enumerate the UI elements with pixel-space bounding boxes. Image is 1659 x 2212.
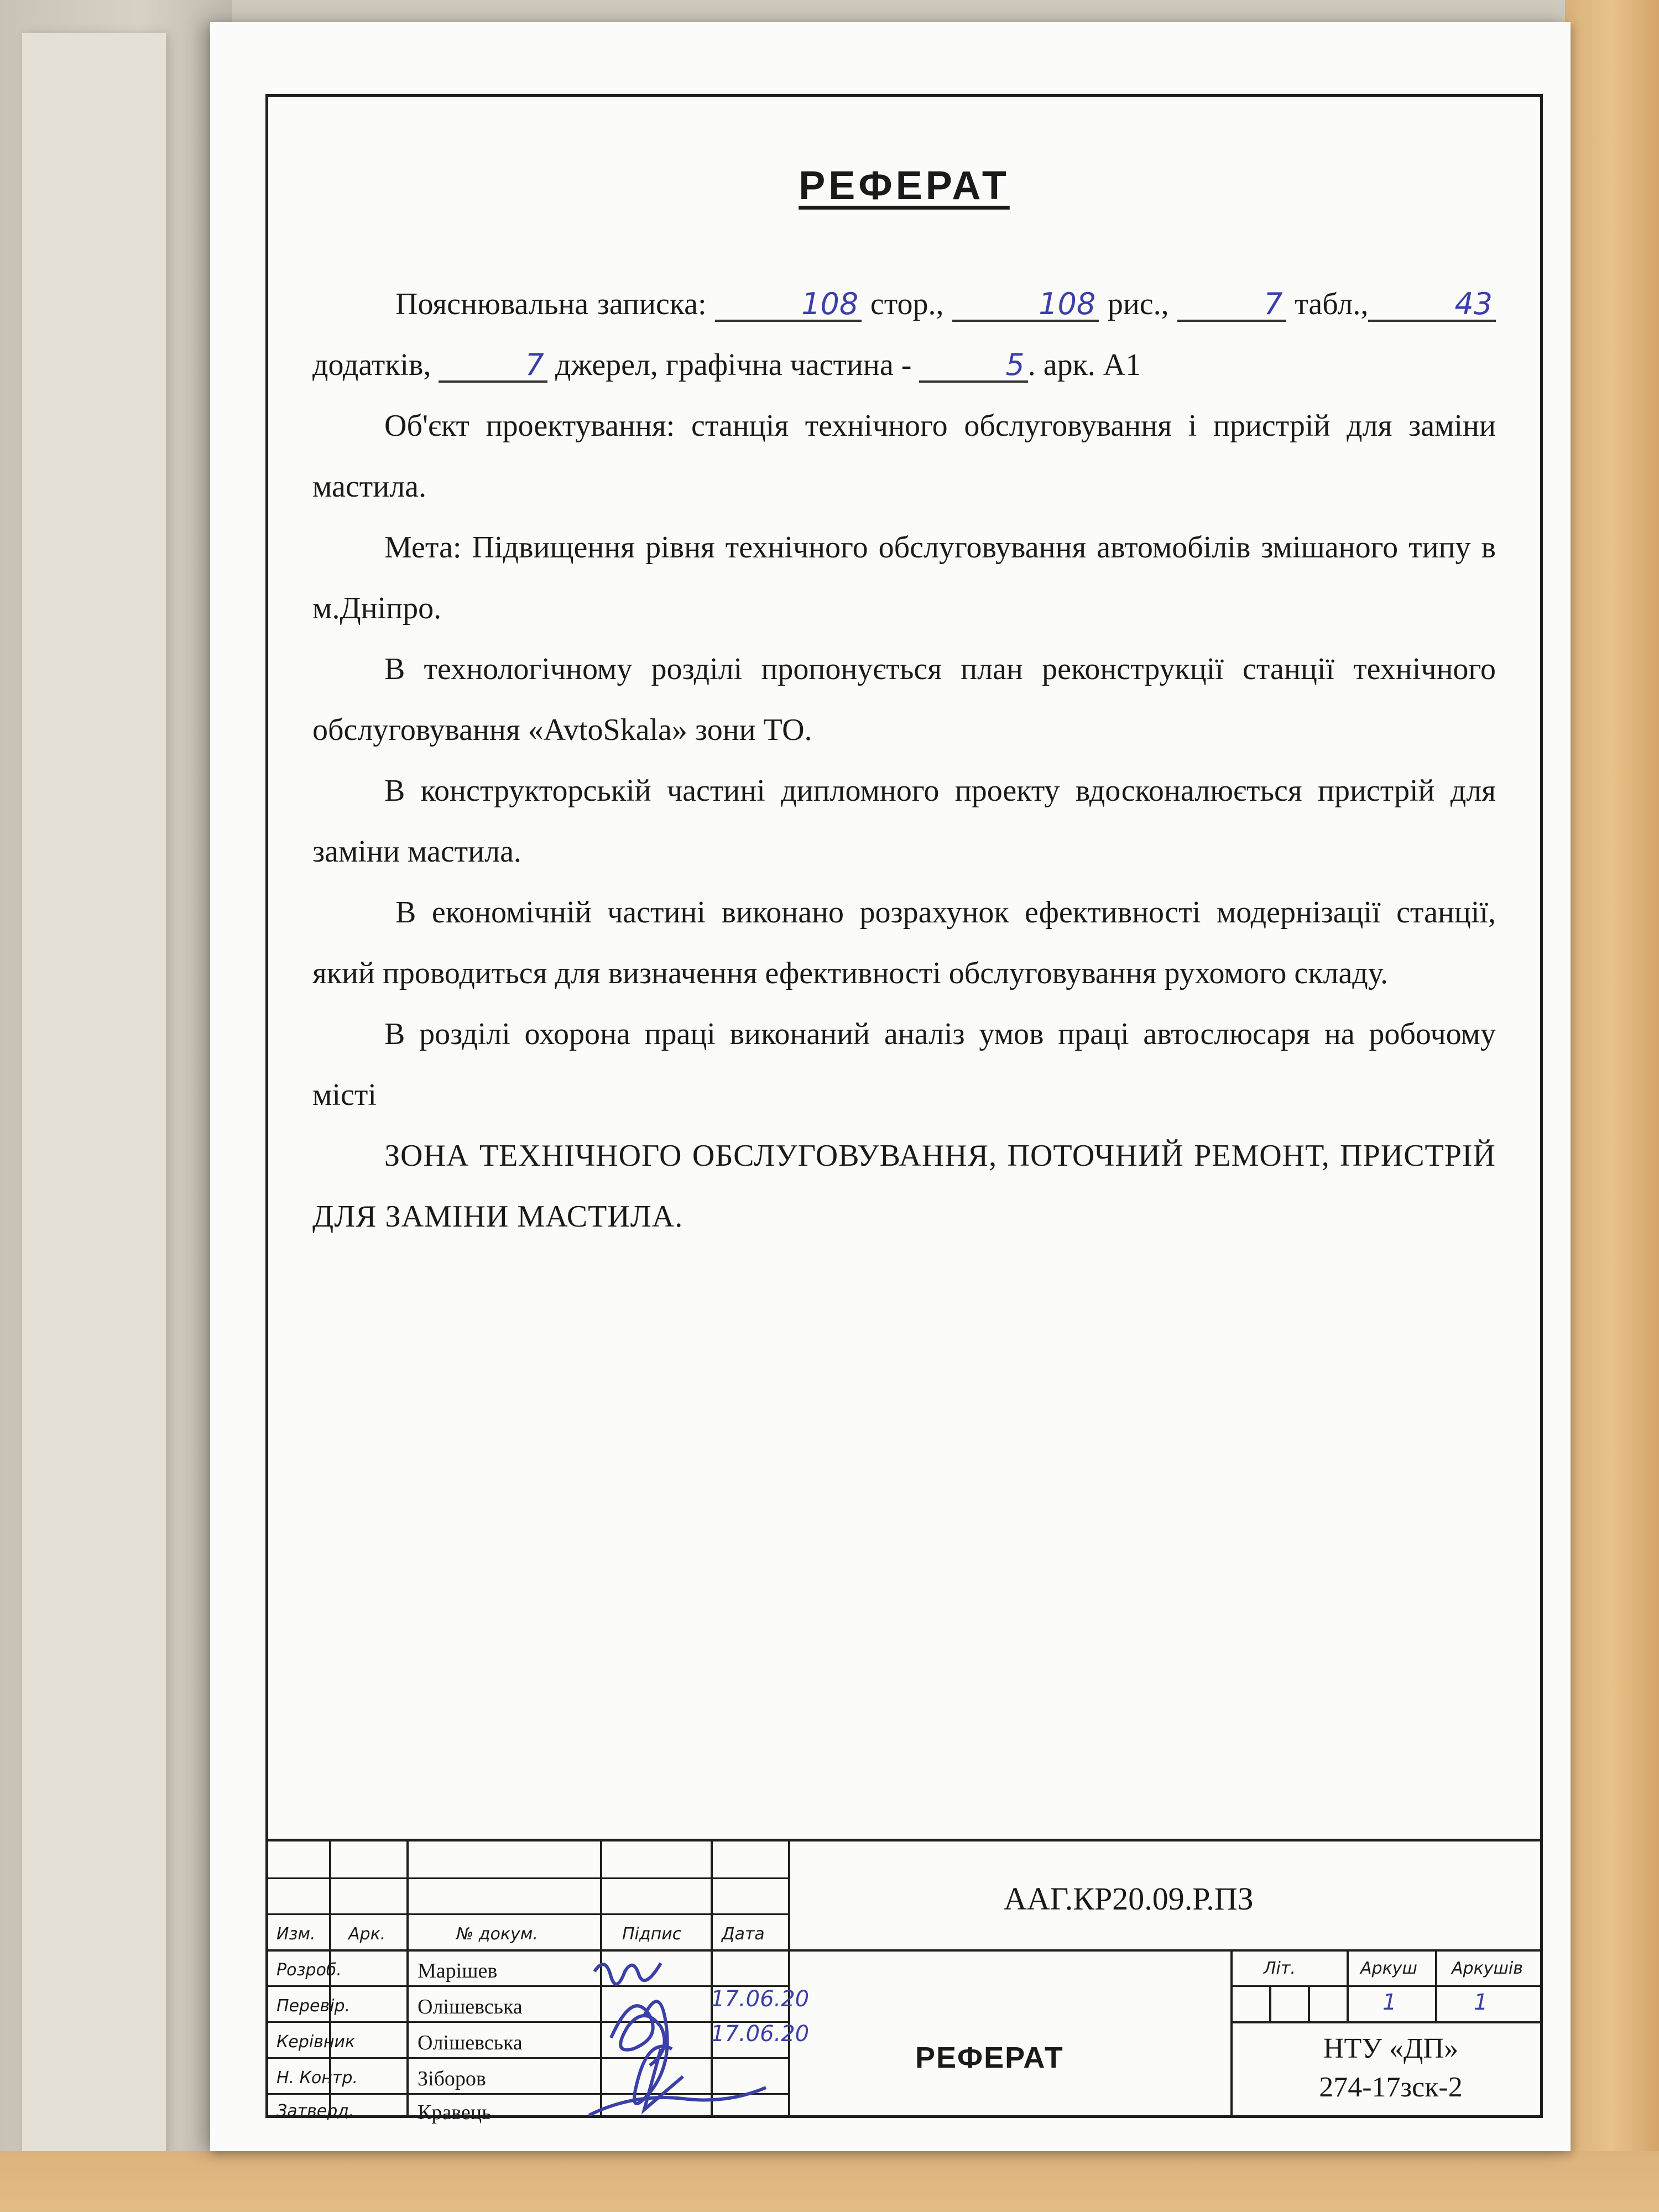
grid-line xyxy=(406,1841,409,2118)
grid-line xyxy=(1230,1985,1540,1987)
appendices-unit: додатків, xyxy=(312,348,431,382)
header-date: Дата xyxy=(722,1924,765,1944)
header-signature: Підпис xyxy=(622,1924,682,1944)
grid-line xyxy=(268,1949,1540,1952)
name-norm-control: Зіборов xyxy=(418,2067,486,2090)
background-table-bottom xyxy=(0,2151,1659,2212)
handwritten-sheets: 5 xyxy=(919,349,1027,383)
role-checker: Перевір. xyxy=(276,1996,351,2016)
paragraph-economics: В економічній частині виконано розрахунок ефективності модернізації станції, який проводиться для визначення ефективності обслуговування рухомого складу. xyxy=(312,895,1496,990)
name-supervisor: Олішевська xyxy=(418,2031,523,2054)
organization-block xyxy=(1241,2030,1540,2107)
role-norm-control: Н. Контр. xyxy=(276,2068,358,2088)
sheet-label: Аркуш xyxy=(1360,1959,1417,1978)
role-approver: Затверд. xyxy=(276,2101,354,2121)
handwritten-tables: 7 xyxy=(1177,289,1286,322)
handwritten-sources: 7 xyxy=(439,349,547,383)
underlying-page xyxy=(22,33,166,2162)
document-code: ААГ.КР20.09.Р.ПЗ xyxy=(1004,1881,1254,1917)
header-ark: Арк. xyxy=(348,1924,386,1944)
name-approver: Кравець xyxy=(418,2101,492,2124)
sheet-value: 1 xyxy=(1383,1990,1397,2015)
grid-line xyxy=(1269,1985,1271,2021)
name-developer: Марішев xyxy=(418,1959,498,1983)
sources-unit: джерел, графічна частина - xyxy=(555,348,912,382)
organization-name: НТУ «ДП» xyxy=(1323,2033,1459,2064)
handwritten-figures: 108 xyxy=(952,289,1099,322)
paragraph-technology: В технологічному розділі пропонується план реконструкції станції технічного обслуговування «AvtoSkala» зони ТО. xyxy=(312,652,1496,747)
sheets-label: Аркушів xyxy=(1452,1959,1523,1978)
grid-line xyxy=(1347,1949,1349,2021)
grid-line xyxy=(1230,2021,1540,2023)
header-izm: Изм. xyxy=(276,1924,316,1944)
grid-line xyxy=(268,1913,788,1915)
summary-label: Пояснювальна записка: xyxy=(395,287,707,321)
abstract-body xyxy=(312,274,1496,1247)
grid-line xyxy=(1435,1949,1437,2021)
paragraph-object: Об'єкт проектування: станція технічного обслуговування і пристрій для заміни мастила. xyxy=(312,409,1496,504)
grid-line xyxy=(788,1841,790,2118)
role-supervisor: Керівник xyxy=(276,2032,356,2052)
group-code: 274-17зск-2 xyxy=(1319,2072,1463,2103)
figures-unit: рис., xyxy=(1107,287,1169,321)
paragraph-summary xyxy=(312,274,1496,395)
lit-label: Літ. xyxy=(1264,1959,1296,1978)
signatures-drawing xyxy=(578,1949,777,2126)
grid-line xyxy=(268,1877,788,1879)
name-checker: Олішевська xyxy=(418,1995,523,2018)
background-table xyxy=(1565,0,1659,2212)
sheets-unit: . арк. А1 xyxy=(1027,348,1141,382)
grid-line xyxy=(1230,1949,1233,2118)
stamp-document-title: РЕФЕРАТ xyxy=(915,2041,1064,2074)
sheets-value: 1 xyxy=(1474,1990,1488,2015)
page-title: РЕФЕРАТ xyxy=(799,164,1010,208)
paragraph-safety: В розділі охорона праці виконаний аналіз умов праці автослюсаря на робочому місті xyxy=(312,1017,1496,1112)
grid-line xyxy=(1308,1985,1310,2021)
role-developer: Розроб. xyxy=(276,1960,342,1980)
handwritten-appendices: 43 xyxy=(1368,289,1496,322)
header-doc-no: № докум. xyxy=(456,1924,538,1944)
paragraph-keywords: ЗОНА ТЕХНІЧНОГО ОБСЛУГОВУВАННЯ, ПОТОЧНИЙ РЕМОНТ, ПРИСТРІЙ ДЛЯ ЗАМІНИ МАСТИЛА. xyxy=(312,1139,1496,1234)
date-supervisor: 17.06.20 xyxy=(711,2021,810,2047)
pages-unit: стор., xyxy=(870,287,944,321)
title-block xyxy=(268,1839,1540,2124)
paragraph-design: В конструкторській частині дипломного проекту вдосконалюється пристрій для заміни мастила. xyxy=(312,774,1496,869)
handwritten-pages: 108 xyxy=(715,289,862,322)
tables-unit: табл., xyxy=(1295,287,1369,321)
date-checker: 17.06.20 xyxy=(711,1986,810,2012)
paragraph-goal: Мета: Підвищення рівня технічного обслуговування автомобілів змішаного типу в м.Дніпро. xyxy=(312,530,1496,625)
document-frame xyxy=(265,94,1543,2124)
document-page xyxy=(210,22,1571,2151)
